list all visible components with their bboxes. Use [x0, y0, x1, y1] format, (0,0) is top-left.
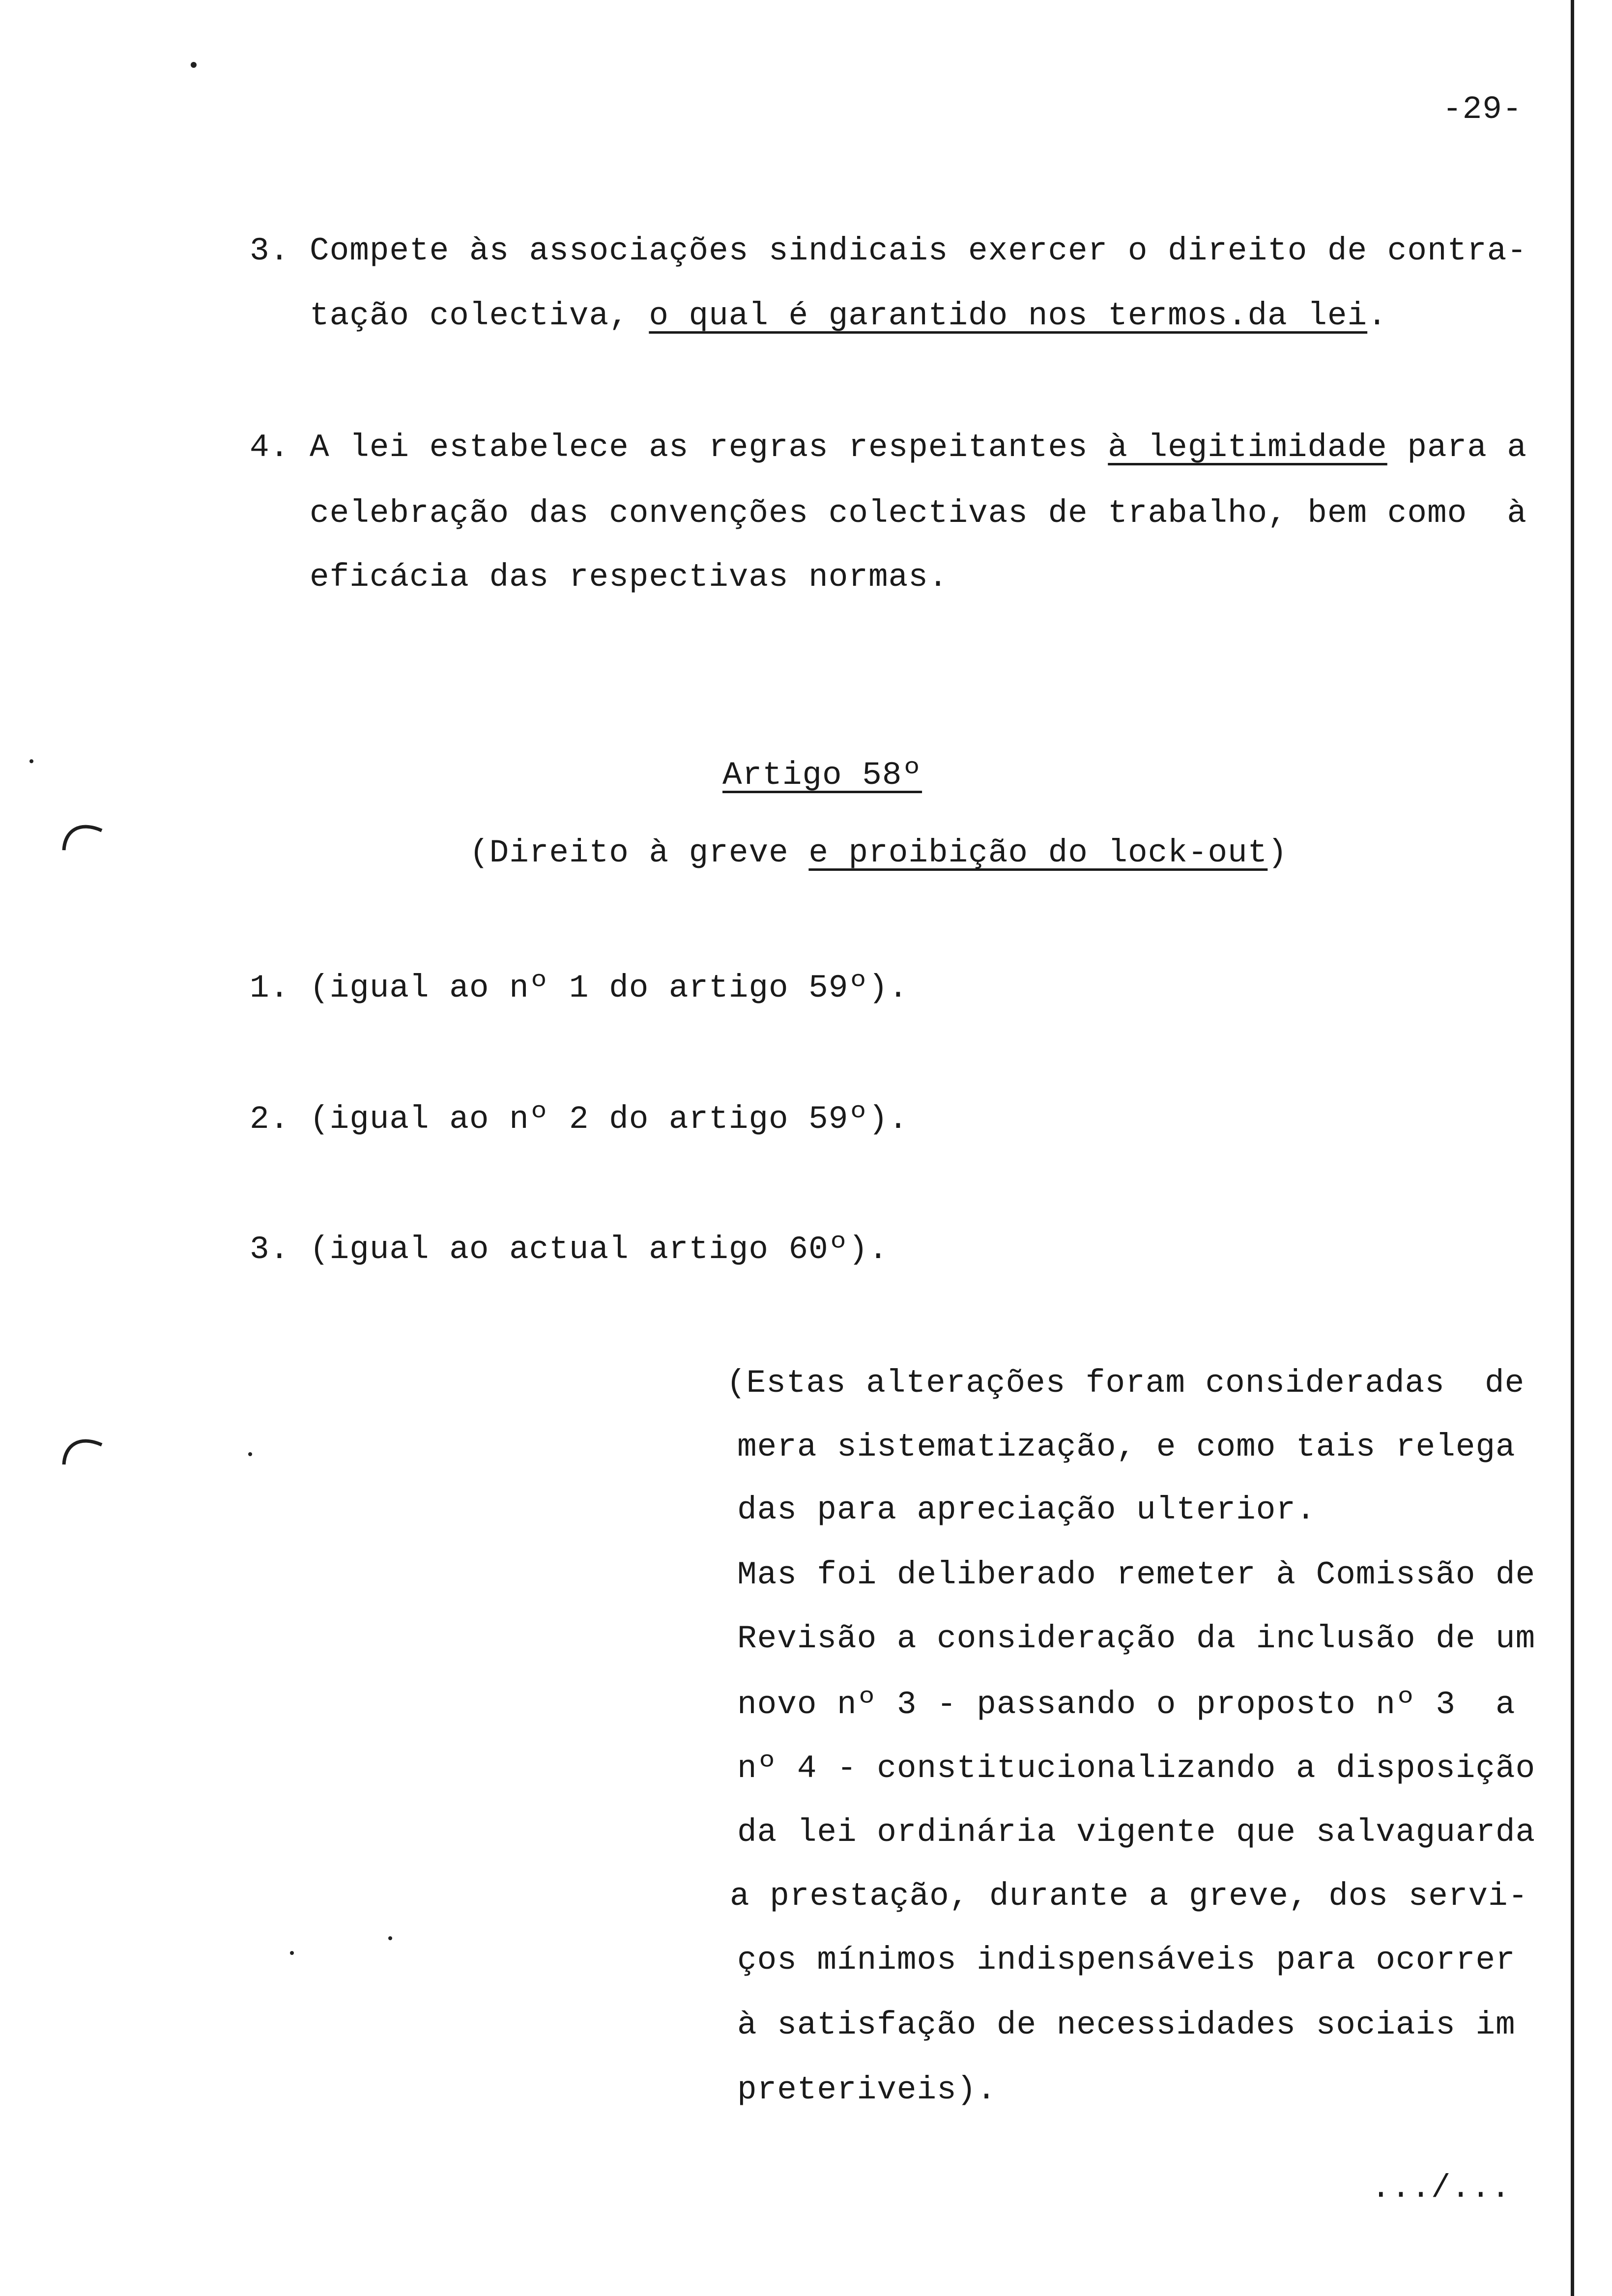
speck — [248, 1452, 252, 1456]
paragraph-text: eficácia das respectivas normas. — [310, 559, 949, 596]
page-edge-line — [1571, 0, 1574, 2296]
speck — [29, 759, 33, 763]
paragraph-text: A lei estabelece as regras respeitantes à legitimidade para a — [310, 429, 1527, 466]
note-line: das para apreciação ulterior. — [737, 1492, 1316, 1528]
article-item-text: (igual ao nº 2 do artigo 59º). — [310, 1101, 909, 1138]
speck — [191, 62, 197, 68]
article-item-number: 1. — [250, 970, 290, 1006]
underlined-text: à legitimidade — [1108, 429, 1387, 466]
note-line: Revisão a consideração da inclusão de um — [737, 1620, 1536, 1657]
note-line: ços mínimos indispensáveis para ocorrer — [737, 1942, 1516, 1979]
note-line: preteriveis). — [737, 2071, 997, 2108]
paragraph-number: 3. — [250, 232, 290, 269]
article-title: Artigo 58º — [722, 757, 922, 794]
note-line: a prestação, durante a greve, dos servi- — [730, 1878, 1528, 1915]
note-line: Mas foi deliberado remeter à Comissão de — [737, 1556, 1536, 1593]
article-subtitle: (Direito à greve e proibição do lock-out) — [469, 834, 1288, 871]
note-line: (Estas alterações foram consideradas de — [726, 1365, 1525, 1402]
note-line: novo nº 3 - passando o proposto nº 3 a — [737, 1686, 1516, 1723]
article-item-number: 3. — [250, 1231, 290, 1268]
speck — [290, 1951, 294, 1955]
continuation-mark: .../... — [1371, 2170, 1511, 2207]
article-item-text: (igual ao actual artigo 60º). — [310, 1231, 889, 1268]
paragraph-text: celebração das convenções colectivas de trabalho, bem como à — [310, 495, 1527, 532]
speck — [388, 1936, 392, 1940]
note-line: mera sistematização, e como tais relega — [737, 1429, 1516, 1465]
paragraph-number: 4. — [250, 429, 290, 466]
note-line: da lei ordinária vigente que salvaguarda — [737, 1814, 1536, 1851]
underlined-text: e proibição do lock-out — [808, 834, 1268, 871]
note-line: à satisfação de necessidades sociais im — [737, 2007, 1516, 2043]
page-number: -29- — [1442, 91, 1523, 128]
article-item-number: 2. — [250, 1101, 290, 1138]
paragraph-text: tação colectiva, o qual é garantido nos termos.da lei. — [310, 297, 1387, 334]
underlined-text: o qual é garantido nos termos.da lei — [649, 297, 1368, 334]
article-item-text: (igual ao nº 1 do artigo 59º). — [310, 970, 909, 1006]
binder-mark-bottom — [55, 1425, 109, 1469]
note-line: nº 4 - constitucionalizando a disposição — [737, 1750, 1536, 1787]
paragraph-text: Compete às associações sindicais exercer o direito de contra- — [310, 232, 1527, 269]
binder-mark-top — [55, 811, 109, 855]
